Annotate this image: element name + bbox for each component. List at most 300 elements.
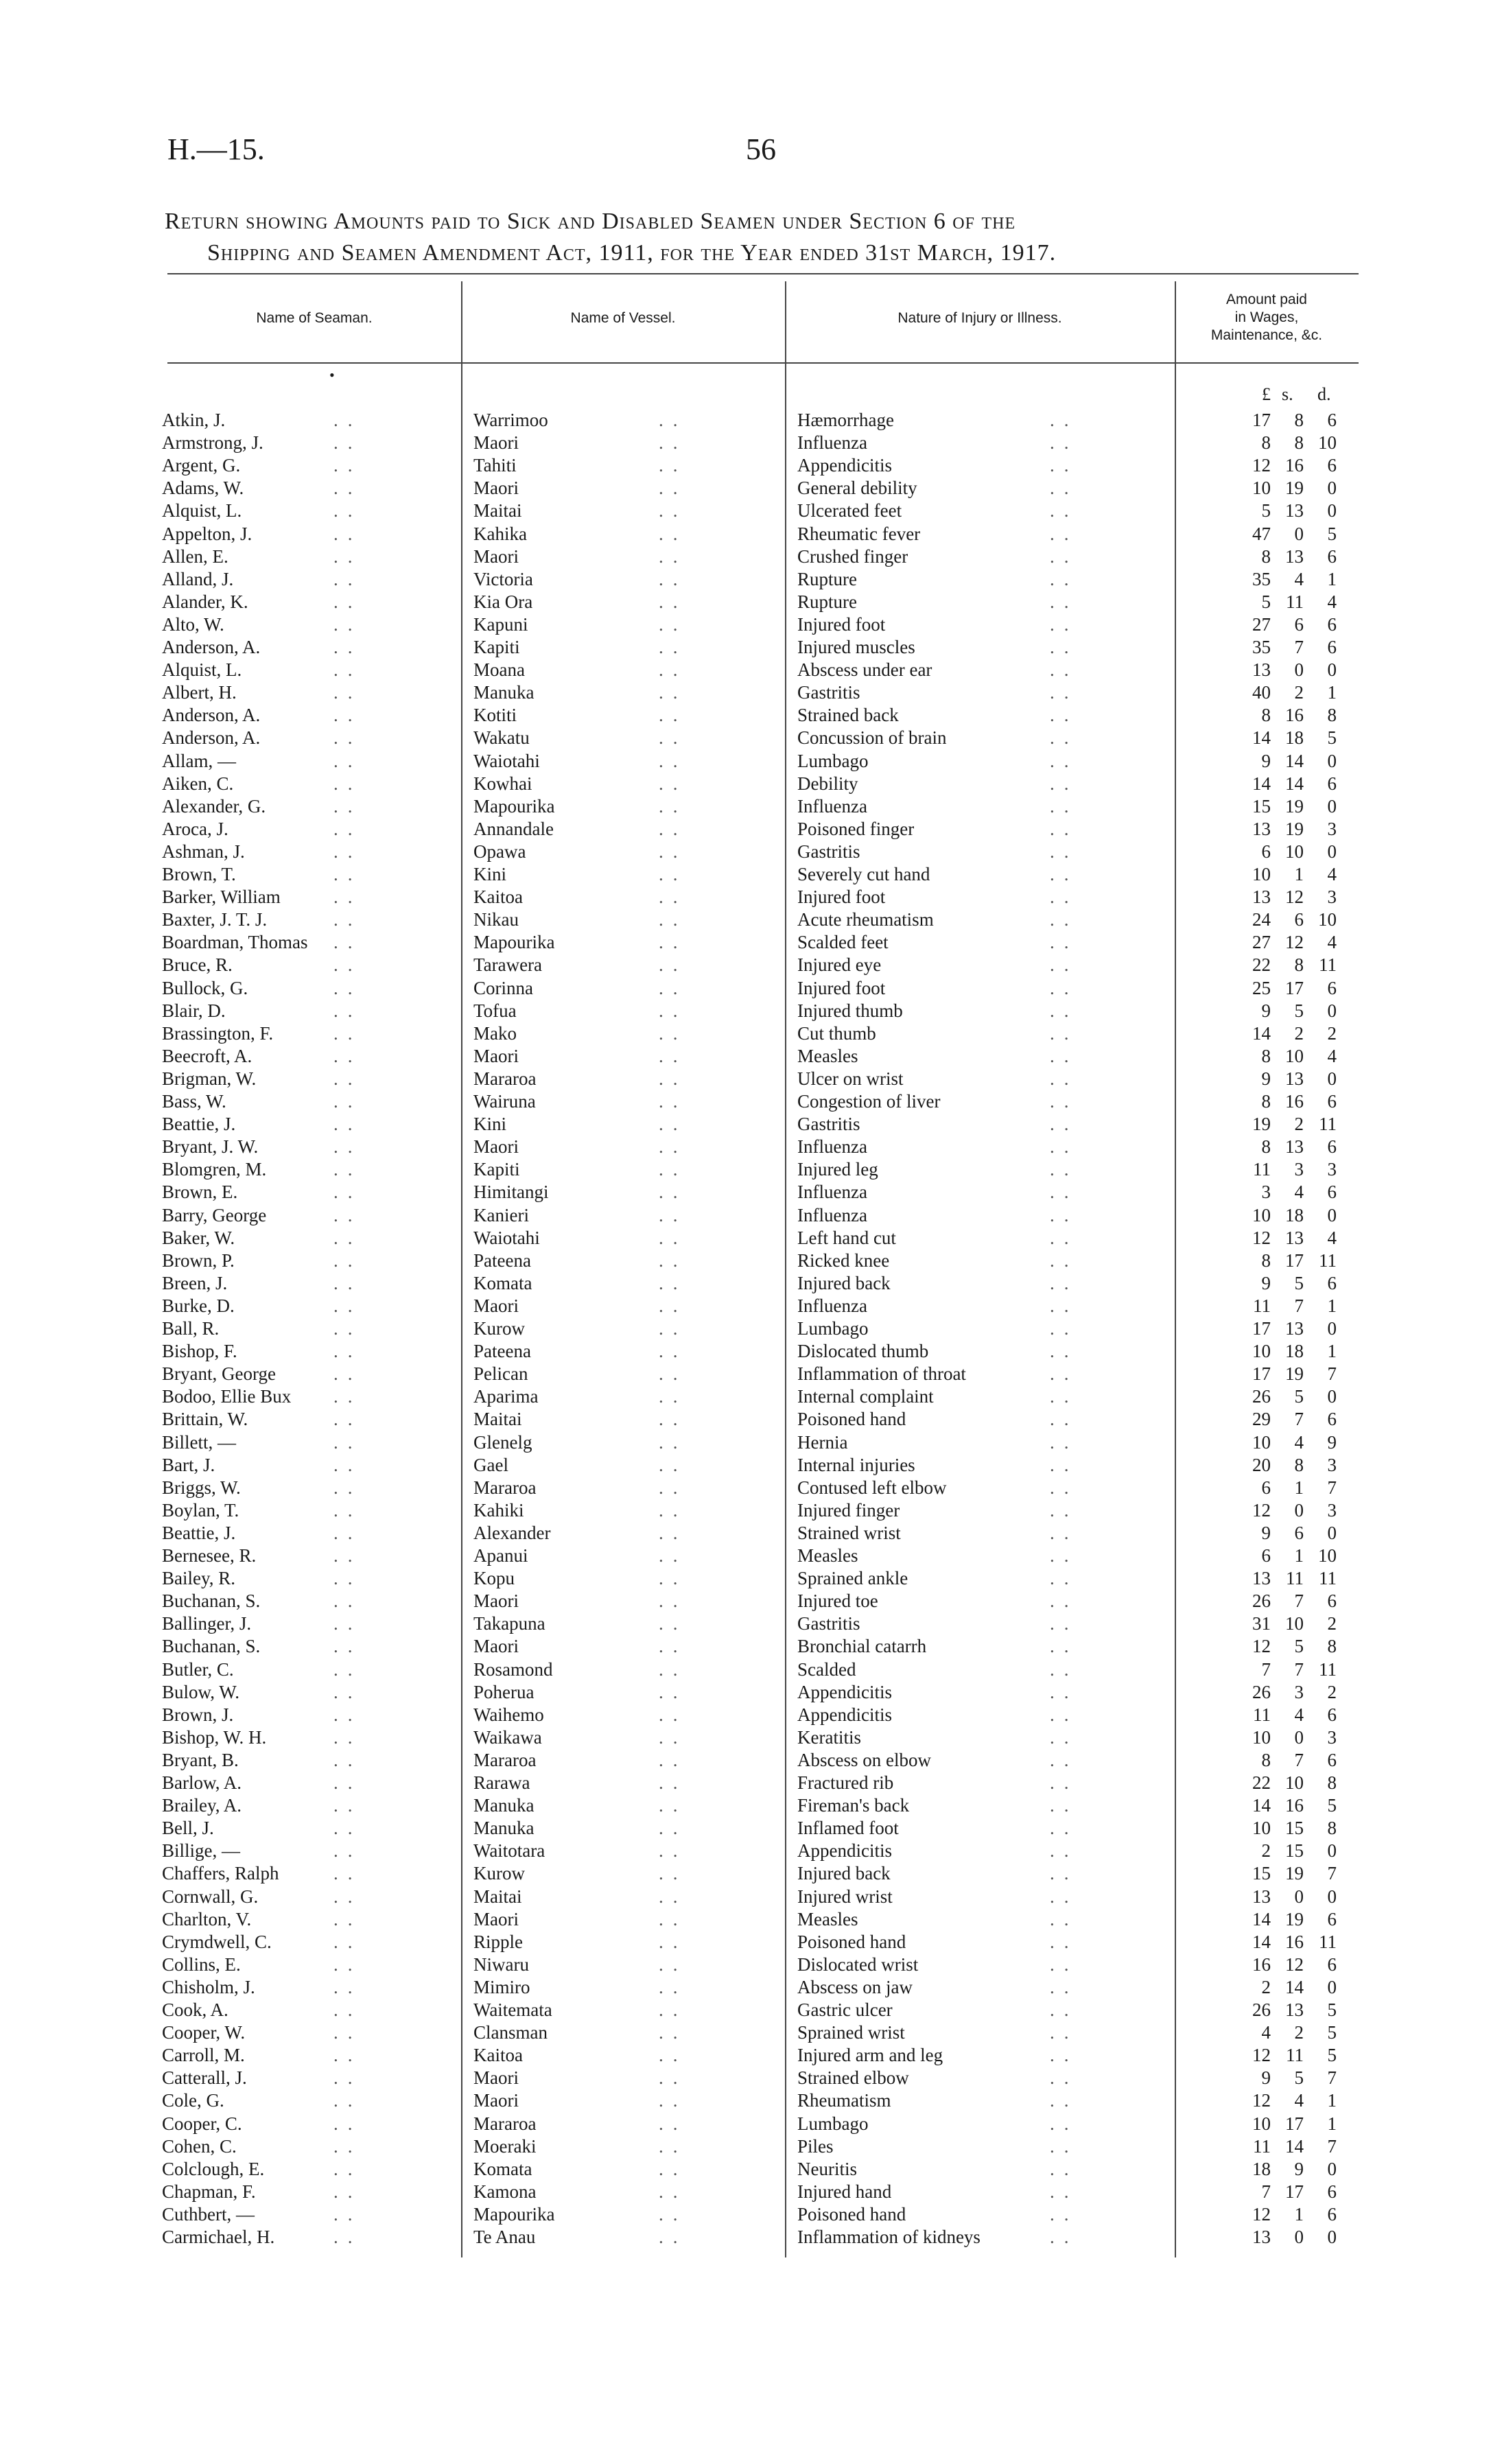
leader-dots: .. (659, 795, 688, 817)
leader-dots: .. (333, 1477, 362, 1498)
leader-dots: .. (333, 1295, 362, 1316)
injury-or-illness: Scalded feet (797, 932, 889, 953)
table-row (0, 1317, 1491, 1340)
leader-dots: .. (333, 1545, 362, 1566)
amount-pence: 3 (1327, 818, 1337, 839)
table-row (0, 659, 1491, 681)
amount-pounds: 2 (1261, 1840, 1271, 1862)
seaman-name: Allam, — (162, 750, 236, 771)
leader-dots: .. (659, 1045, 688, 1066)
seaman-name: Brown, P. (162, 1249, 235, 1271)
vessel-name: Kowhai (473, 773, 532, 794)
amount-pounds: 27 (1252, 613, 1271, 635)
seaman-name: Bryant, J. W. (162, 1136, 259, 1158)
leader-dots: .. (659, 1999, 688, 2020)
table-row (0, 1567, 1491, 1590)
leader-dots: .. (333, 1772, 362, 1793)
leader-dots: .. (333, 1726, 362, 1748)
table-row (0, 500, 1491, 522)
table-row (0, 2181, 1491, 2203)
leader-dots: .. (659, 1818, 688, 1839)
amount-pounds: 3 (1261, 1182, 1271, 1203)
amount-pence: 7 (1327, 2135, 1337, 2157)
amount-shillings: 14 (1285, 773, 1304, 794)
injury-or-illness: Injured toe (797, 1591, 878, 1612)
table-row (0, 2203, 1491, 2226)
vessel-name: Maitai (473, 1409, 522, 1430)
leader-dots: .. (659, 1431, 688, 1453)
leader-dots: .. (333, 1931, 362, 1952)
amount-pence: 11 (1319, 1568, 1337, 1589)
vessel-name: Rarawa (473, 1772, 530, 1793)
leader-dots: .. (659, 818, 688, 839)
leader-dots: .. (659, 1681, 688, 1702)
amount-pounds: 22 (1252, 954, 1271, 976)
amount-pence: 6 (1327, 2203, 1337, 2225)
amount-shillings: 7 (1294, 1409, 1304, 1430)
seaman-name: Alquist, L. (162, 659, 242, 681)
leader-dots: .. (333, 2022, 362, 2043)
leader-dots: .. (659, 1136, 688, 1158)
table-row (0, 1772, 1491, 1794)
seaman-name: Briggs, W. (162, 1477, 241, 1498)
seaman-name: Alto, W. (162, 613, 224, 635)
table-row (0, 1840, 1491, 1862)
leader-dots: .. (659, 1704, 688, 1725)
injury-or-illness: Fractured rib (797, 1772, 894, 1793)
leader-dots: .. (1050, 568, 1079, 589)
amount-pence: 11 (1319, 1931, 1337, 1952)
amount-pence: 1 (1327, 1295, 1337, 1316)
amount-pence: 2 (1327, 1613, 1337, 1634)
amount-pounds: 26 (1252, 1681, 1271, 1702)
table-row (0, 1408, 1491, 1431)
seaman-name: Bernesee, R. (162, 1545, 257, 1566)
vessel-name: Maitai (473, 500, 522, 521)
leader-dots: .. (333, 1431, 362, 1453)
leader-dots: .. (333, 750, 362, 771)
amount-pence: 6 (1327, 1591, 1337, 1612)
amount-shillings: 10 (1285, 1613, 1304, 1634)
amount-shillings: 7 (1294, 1295, 1304, 1316)
vessel-name: Himitangi (473, 1182, 549, 1203)
amount-pence: 0 (1327, 795, 1337, 817)
injury-or-illness: Ulcerated feet (797, 500, 902, 521)
amount-pence: 8 (1327, 1636, 1337, 1657)
amount-pence: 0 (1327, 1886, 1337, 1907)
leader-dots: .. (1050, 500, 1079, 521)
table-row (0, 1272, 1491, 1295)
amount-pence: 6 (1327, 1908, 1337, 1929)
injury-or-illness: Injured foot (797, 613, 886, 635)
leader-dots: .. (659, 2090, 688, 2111)
amount-pounds: 26 (1252, 1591, 1271, 1612)
leader-dots: .. (659, 1931, 688, 1952)
amount-shillings: 13 (1285, 545, 1304, 567)
leader-dots: .. (333, 1953, 362, 1975)
amount-pence: 3 (1327, 1726, 1337, 1748)
vessel-name: Waikawa (473, 1726, 542, 1748)
table-row (0, 795, 1491, 818)
header-bottom-rule (167, 362, 1359, 364)
leader-dots: .. (333, 1658, 362, 1680)
leader-dots: .. (333, 455, 362, 476)
leader-dots: .. (333, 2090, 362, 2111)
amount-pounds: 13 (1252, 818, 1271, 839)
injury-or-illness: Acute rheumatism (797, 909, 934, 930)
leader-dots: .. (333, 887, 362, 908)
amount-shillings: 8 (1294, 954, 1304, 976)
leader-dots: .. (333, 977, 362, 998)
leader-dots: .. (659, 1863, 688, 1884)
amount-pounds: 12 (1252, 2203, 1271, 2225)
leader-dots: .. (1050, 1818, 1079, 1839)
injury-or-illness: Crushed finger (797, 545, 908, 567)
amount-pounds: 14 (1252, 1022, 1271, 1044)
vessel-name: Waitotara (473, 1840, 545, 1862)
injury-or-illness: Injured thumb (797, 1000, 903, 1021)
seaman-name: Beattie, J. (162, 1114, 236, 1135)
leader-dots: .. (659, 1953, 688, 1975)
vessel-name: Waihemo (473, 1704, 544, 1725)
injury-or-illness: Gastritis (797, 682, 860, 703)
leader-dots: .. (333, 1136, 362, 1158)
vessel-name: Maori (473, 545, 519, 567)
amount-pence: 4 (1327, 591, 1337, 612)
amount-pounds: 16 (1252, 1953, 1271, 1975)
leader-dots: .. (333, 954, 362, 976)
leader-dots: .. (1050, 2135, 1079, 2157)
amount-pounds: 11 (1253, 2135, 1271, 2157)
leader-dots: .. (1050, 864, 1079, 884)
amount-pence: 6 (1327, 410, 1337, 430)
amount-shillings: 16 (1285, 455, 1304, 476)
amount-shillings: 7 (1294, 637, 1304, 657)
leader-dots: .. (659, 637, 688, 657)
table-row (0, 1590, 1491, 1612)
leader-dots: .. (1050, 1227, 1079, 1248)
injury-or-illness: Appendicitis (797, 1704, 892, 1725)
leader-dots: .. (333, 1204, 362, 1225)
leader-dots: .. (659, 2203, 688, 2225)
amount-shillings: 3 (1294, 1159, 1304, 1180)
amount-pounds: 25 (1252, 977, 1271, 998)
amount-pounds: 6 (1261, 1477, 1271, 1498)
vessel-name: Waiotahi (473, 750, 540, 771)
amount-pence: 6 (1327, 977, 1337, 998)
table-row (0, 1158, 1491, 1181)
table-row (0, 704, 1491, 727)
amount-shillings: 11 (1286, 591, 1304, 612)
leader-dots: .. (1050, 1545, 1079, 1566)
injury-or-illness: Strained back (797, 705, 899, 726)
vessel-name: Kia Ora (473, 591, 533, 612)
table-row (0, 1749, 1491, 1772)
amount-shillings: 4 (1294, 568, 1304, 589)
leader-dots: .. (1050, 455, 1079, 476)
amount-header-line-3: Maintenance, &c. (1210, 327, 1323, 343)
seaman-name: Alander, K. (162, 591, 248, 612)
amount-pence: 6 (1327, 1182, 1337, 1203)
seaman-name: Appelton, J. (162, 523, 253, 544)
leader-dots: .. (333, 1341, 362, 1362)
leader-dots: .. (333, 410, 362, 430)
vessel-name: Niwaru (473, 1953, 529, 1975)
leader-dots: .. (333, 1454, 362, 1475)
leader-dots: .. (333, 1795, 362, 1816)
leader-dots: .. (659, 909, 688, 930)
leader-dots: .. (333, 1908, 362, 1929)
leader-dots: .. (333, 1613, 362, 1634)
injury-or-illness: Concussion of brain (797, 727, 947, 749)
amount-pounds: 22 (1252, 1772, 1271, 1793)
leader-dots: .. (1050, 1409, 1079, 1430)
vessel-name: Maori (473, 2090, 519, 2111)
seaman-name: Alquist, L. (162, 500, 242, 521)
amount-shillings: 0 (1294, 1726, 1304, 1748)
amount-pounds: 26 (1252, 1999, 1271, 2020)
injury-or-illness: Contused left elbow (797, 1477, 947, 1498)
leader-dots: .. (659, 2113, 688, 2134)
leader-dots: .. (659, 591, 688, 612)
leader-dots: .. (1050, 1704, 1079, 1725)
seaman-name: Catterall, J. (162, 2067, 247, 2089)
injury-or-illness: Internal injuries (797, 1454, 915, 1475)
injury-or-illness: Influenza (797, 1182, 867, 1203)
table-row (0, 432, 1491, 454)
leader-dots: .. (659, 1204, 688, 1225)
injury-or-illness: General debility (797, 478, 917, 499)
seaman-name: Charlton, V. (162, 1908, 252, 1929)
amount-pence: 4 (1327, 932, 1337, 953)
table-row (0, 1931, 1491, 1953)
injury-or-illness: Congestion of liver (797, 1091, 941, 1112)
table-row (0, 1113, 1491, 1136)
vessel-name: Maori (473, 1295, 519, 1316)
table-row (0, 1681, 1491, 1704)
vessel-name: Moana (473, 659, 525, 681)
table-row (0, 773, 1491, 795)
leader-dots: .. (659, 1499, 688, 1521)
amount-shillings: 15 (1285, 1818, 1304, 1839)
amount-shillings: 19 (1285, 1908, 1304, 1929)
injury-or-illness: Keratitis (797, 1726, 861, 1748)
amount-pounds: 9 (1261, 1522, 1271, 1543)
amount-pounds: 10 (1252, 2113, 1271, 2134)
injury-or-illness: Influenza (797, 795, 867, 817)
amount-shillings: 12 (1285, 887, 1304, 908)
leader-dots: .. (1050, 1681, 1079, 1702)
amount-shillings: 5 (1294, 1386, 1304, 1407)
amount-shillings: 19 (1285, 478, 1304, 499)
amount-pence: 8 (1327, 705, 1337, 726)
amount-shillings: 2 (1294, 1114, 1304, 1135)
amount-shillings: 17 (1285, 977, 1304, 998)
leader-dots: .. (1050, 591, 1079, 612)
injury-or-illness: Hæmorrhage (797, 410, 894, 430)
vessel-name: Nikau (473, 909, 519, 930)
leader-dots: .. (659, 545, 688, 567)
injury-or-illness: Gastritis (797, 1613, 860, 1634)
table-row (0, 591, 1491, 613)
table-row (0, 954, 1491, 976)
seaman-name: Anderson, A. (162, 637, 261, 657)
injury-or-illness: Severely cut hand (797, 864, 930, 884)
vessel-name: Kaitoa (473, 2045, 523, 2066)
amount-shillings: 13 (1285, 1999, 1304, 2020)
leader-dots: .. (333, 1749, 362, 1770)
amount-pence: 4 (1327, 864, 1337, 884)
leader-dots: .. (1050, 705, 1079, 726)
leader-dots: .. (333, 682, 362, 703)
vessel-name: Manuka (473, 1818, 535, 1839)
amount-shillings: 11 (1286, 1568, 1304, 1589)
amount-pounds: 10 (1252, 1726, 1271, 1748)
vessel-name: Wairuna (473, 1091, 536, 1112)
amount-pounds: 26 (1252, 1386, 1271, 1407)
table-row (0, 1704, 1491, 1726)
leader-dots: .. (659, 432, 688, 454)
leader-dots: .. (333, 2135, 362, 2157)
leader-dots: .. (659, 523, 688, 544)
amount-shillings: 5 (1294, 2067, 1304, 2089)
injury-or-illness: Lumbago (797, 2113, 869, 2134)
amount-pence: 6 (1327, 1953, 1337, 1975)
injury-or-illness: Gastric ulcer (797, 1999, 893, 2020)
table-row (0, 1886, 1491, 1908)
vessel-name: Rosamond (473, 1658, 553, 1680)
leader-dots: .. (333, 773, 362, 794)
vessel-name: Mapourika (473, 932, 555, 953)
table-row (0, 727, 1491, 749)
vessel-name: Maori (473, 432, 519, 454)
leader-dots: .. (659, 1341, 688, 1362)
leader-dots: .. (1050, 1454, 1079, 1475)
injury-or-illness: Ricked knee (797, 1249, 890, 1271)
table-row (0, 818, 1491, 841)
seaman-name: Alland, J. (162, 568, 234, 589)
table-row (0, 681, 1491, 704)
vessel-name: Mararoa (473, 2113, 537, 2134)
amount-pence: 5 (1327, 1999, 1337, 2020)
leader-dots: .. (1050, 2203, 1079, 2225)
leader-dots: .. (659, 1613, 688, 1634)
amount-shillings: 13 (1285, 1227, 1304, 1248)
table-row (0, 1862, 1491, 1885)
leader-dots: .. (659, 1795, 688, 1816)
amount-pounds: 13 (1252, 659, 1271, 681)
leader-dots: .. (1050, 1091, 1079, 1112)
vessel-name: Kotiti (473, 705, 517, 726)
leader-dots: .. (333, 818, 362, 839)
seaman-name: Aroca, J. (162, 818, 228, 839)
vessel-name: Mapourika (473, 795, 555, 817)
amount-shillings: 4 (1294, 1704, 1304, 1725)
leader-dots: .. (333, 2203, 362, 2225)
leader-dots: .. (333, 2181, 362, 2202)
leader-dots: .. (333, 2158, 362, 2179)
amount-pence: 1 (1327, 682, 1337, 703)
leader-dots: .. (333, 1227, 362, 1248)
seaman-name: Atkin, J. (162, 410, 226, 430)
seaman-name: Brailey, A. (162, 1795, 242, 1816)
leader-dots: .. (1050, 1726, 1079, 1748)
amount-shillings: 17 (1285, 2113, 1304, 2134)
seaman-name: Bass, W. (162, 1091, 226, 1112)
table-row (0, 477, 1491, 500)
injury-or-illness: Neuritis (797, 2158, 857, 2179)
amount-pounds: 10 (1252, 864, 1271, 884)
amount-pence: 0 (1327, 1976, 1337, 1997)
amount-pence: 0 (1327, 1386, 1337, 1407)
amount-pounds: 15 (1252, 795, 1271, 817)
leader-dots: .. (659, 2022, 688, 2043)
leader-dots: .. (333, 795, 362, 817)
injury-or-illness: Influenza (797, 1295, 867, 1316)
leader-dots: .. (1050, 1045, 1079, 1066)
leader-dots: .. (659, 1477, 688, 1498)
leader-dots: .. (1050, 773, 1079, 794)
injury-or-illness: Poisoned hand (797, 2203, 906, 2225)
leader-dots: .. (1050, 1636, 1079, 1657)
amount-pence: 11 (1319, 1249, 1337, 1271)
vessel-name: Kapiti (473, 637, 520, 657)
table-row (0, 2135, 1491, 2158)
injury-or-illness: Cut thumb (797, 1022, 876, 1044)
leader-dots: .. (333, 1863, 362, 1884)
leader-dots: .. (333, 1114, 362, 1135)
amount-header-line-1: Amount paid (1226, 292, 1307, 307)
seaman-name: Bullock, G. (162, 977, 248, 998)
amount-pounds: 35 (1252, 637, 1271, 657)
leader-dots: .. (1050, 932, 1079, 953)
vessel-name: Victoria (473, 568, 533, 589)
leader-dots: .. (659, 2181, 688, 2202)
vessel-name: Warrimoo (473, 410, 548, 430)
amount-pounds: 8 (1261, 545, 1271, 567)
vessel-name: Tahiti (473, 455, 517, 476)
vessel-name: Kini (473, 1114, 507, 1135)
leader-dots: .. (659, 1772, 688, 1793)
leader-dots: .. (659, 705, 688, 726)
table-row (0, 2226, 1491, 2249)
amount-pence: 7 (1327, 1477, 1337, 1498)
leader-dots: .. (659, 1363, 688, 1385)
leader-dots: .. (1050, 1591, 1079, 1612)
seaman-name: Bryant, George (162, 1363, 276, 1385)
leader-dots: .. (659, 1568, 688, 1589)
injury-or-illness: Injured leg (797, 1159, 878, 1180)
leader-dots: .. (659, 1636, 688, 1657)
amount-shillings: 10 (1285, 1045, 1304, 1066)
column-header-illness: Nature of Injury or Illness. (897, 310, 1062, 326)
table-row (0, 454, 1491, 477)
vessel-name: Aparima (473, 1386, 539, 1407)
leader-dots: .. (1050, 1363, 1079, 1385)
seaman-name: Crymdwell, C. (162, 1931, 272, 1952)
leader-dots: .. (1050, 1931, 1079, 1952)
table-row (0, 1999, 1491, 2021)
amount-pounds: 6 (1261, 841, 1271, 862)
injury-or-illness: Abscess on jaw (797, 1976, 913, 1997)
leader-dots: .. (1050, 1953, 1079, 1975)
amount-shillings: 13 (1285, 1136, 1304, 1158)
leader-dots: .. (333, 1068, 362, 1089)
table-row (0, 1363, 1491, 1385)
leader-dots: .. (1050, 1749, 1079, 1770)
amount-pounds: 14 (1252, 727, 1271, 749)
amount-pence: 5 (1327, 2045, 1337, 2066)
